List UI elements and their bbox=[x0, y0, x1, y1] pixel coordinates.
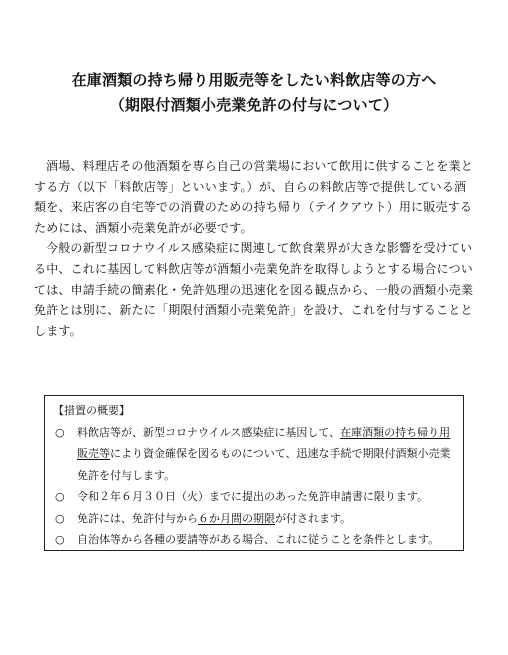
summary-item-4 bbox=[55, 529, 453, 551]
summary-item-1 bbox=[55, 422, 453, 487]
item-3-after: が付されます。 bbox=[275, 511, 352, 525]
item-1-underlined: 在庫酒類の持ち帰り用販売等 bbox=[77, 425, 451, 460]
title-line-2: （期限付酒類小売業免許の付与について） bbox=[109, 96, 399, 114]
page-title bbox=[0, 68, 508, 118]
item-3-underlined: ６か月間の期限 bbox=[198, 511, 275, 525]
item-3-before: 免許には、免許付与から bbox=[77, 511, 198, 525]
bullet-circle-icon: ○ bbox=[55, 511, 65, 525]
item-1-before: 料飲店等が、新型コロナウイルス感染症に基因して、 bbox=[77, 425, 341, 439]
summary-box bbox=[44, 395, 464, 551]
title-line-1: 在庫酒類の持ち帰り用販売等をしたい料飲店等の方へ bbox=[71, 71, 437, 89]
summary-heading: 【措置の概要】 bbox=[53, 404, 130, 417]
summary-item-1-text bbox=[77, 422, 453, 487]
summary-item-3 bbox=[55, 508, 453, 530]
paragraph-1: 酒場、料理店その他酒類を専ら自己の営業場において飲用に供することを業とする方（以下「料飲店等」といいます。）が、自らの料飲店等で提供している酒類を、来店客の自宅等での消費のための持ち帰り（テイクアウト）用に販売するためには、酒類小売業免許が必要です。 bbox=[34, 159, 474, 235]
summary-item-3-text bbox=[77, 508, 453, 530]
summary-item-2-text: 令和２年６月３０日（火）までに提出のあった免許申請書に限ります。 bbox=[77, 490, 429, 503]
paragraph-2: 今般の新型コロナウイルス感染症に関連して飲食業界が大きな影響を受けている中、これに基因して料飲店等が酒類小売業免許を取得しようとする場合については、申請手続の簡素化・免許処理の迅速化を図る観点から、一般の酒類小売業免許とは別に、新たに「期限付酒類小売業免許」を設け、これを付与することとします。 bbox=[34, 241, 474, 338]
body-text bbox=[34, 156, 474, 341]
bullet-circle-icon: ○ bbox=[55, 533, 65, 546]
bullet-circle-icon: ○ bbox=[55, 425, 65, 439]
item-1-after: により資金確保を図るものについて、迅速な手続で期限付酒類小売業免許を付与します。 bbox=[77, 447, 451, 482]
bullet-circle-icon: ○ bbox=[55, 490, 65, 503]
summary-item-4-text: 自治体等から各種の要請等がある場合、これに従うことを条件とします。 bbox=[77, 533, 440, 546]
summary-item-2 bbox=[55, 486, 453, 508]
